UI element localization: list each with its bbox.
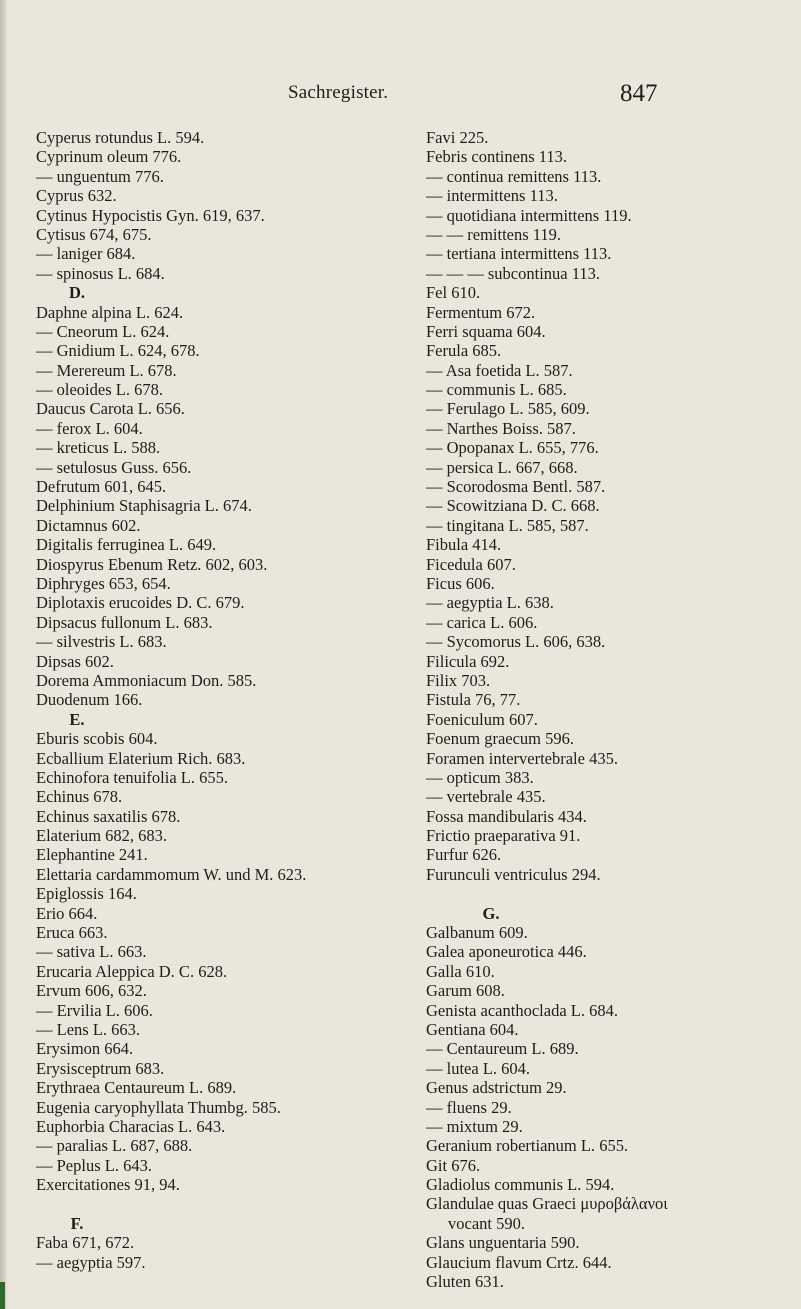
index-entry: Fossa mandibularis 434. [426,806,587,826]
index-entry: — Merereum L. 678. [36,360,177,380]
index-entry: Ecballium Elaterium Rich. 683. [36,748,246,768]
index-entry: Dorema Ammoniacum Don. 585. [36,670,257,690]
index-entry: Exercitationes 91, 94. [36,1175,180,1195]
index-entry: Fermentum 672. [426,302,536,322]
index-entry: Digitalis ferruginea L. 649. [36,535,217,555]
index-entry: — laniger 684. [36,244,136,264]
index-entry: — Ferulago L. 585, 609. [426,399,590,419]
index-entry-continuation: vocant 590. [448,1213,525,1233]
index-entry: Eugenia caryophyllata Thumbg. 585. [36,1097,281,1117]
page-edge-mark [0,1282,5,1309]
index-entry: Genus adstrictum 29. [426,1078,567,1098]
index-entry: Erucaria Aleppica D. C. 628. [36,961,228,981]
index-entry: — intermittens 113. [426,186,558,206]
index-entry: — paralias L. 687, 688. [36,1136,193,1156]
index-entry: Fistula 76, 77. [426,690,521,710]
index-entry: Elephantine 241. [36,845,148,865]
index-entry: Ervum 606, 632. [36,981,147,1001]
section-letter-heading: D. [68,283,86,303]
index-entry: Dictamnus 602. [36,515,141,535]
index-entry: Filicula 692. [426,651,510,671]
index-entry: — Lens L. 663. [36,1019,141,1039]
index-entry: — Scowitziana D. C. 668. [426,496,600,516]
index-entry: — sativa L. 663. [36,942,147,962]
index-entry: Defrutum 601, 645. [36,477,167,497]
index-entry: Elettaria cardammomum W. und M. 623. [36,864,307,884]
index-entry: Glaucium flavum Crtz. 644. [426,1252,612,1272]
index-entry: Diphryges 653, 654. [36,573,171,593]
index-entry: — tingitana L. 585, 587. [426,515,589,535]
index-entry: Daucus Carota L. 656. [36,399,185,419]
index-entry: Diospyrus Ebenum Retz. 602, 603. [36,554,268,574]
index-entry: Glans unguentaria 590. [426,1233,580,1253]
index-entry: Eburis scobis 604. [36,729,158,749]
index-entry: — Cneorum L. 624. [36,321,170,341]
index-entry: — Opopanax L. 655, 776. [426,438,599,458]
index-entry: — vertebrale 435. [426,787,546,807]
index-entry: Cyprinum oleum 776. [36,147,182,167]
index-entry: Favi 225. [426,128,489,147]
index-entry: — ferox L. 604. [36,418,143,438]
index-entry: Febris continens 113. [426,147,567,167]
index-entry: Fibula 414. [426,535,502,555]
index-entry: Furfur 626. [426,845,502,865]
index-entry: Filix 703. [426,670,491,690]
index-entry: Fel 610. [426,283,481,303]
index-entry: Daphne alpina L. 624. [36,302,184,322]
index-entry: — aegyptia L. 638. [426,593,554,613]
index-entry: — setulosus Guss. 656. [36,457,192,477]
index-entry: Ferri squama 604. [426,321,546,341]
index-entry: Geranium robertianum L. 655. [426,1136,629,1156]
index-entry: Faba 671, 672. [36,1233,135,1253]
section-letter-heading: E. [69,709,85,729]
index-entry: Euphorbia Characias L. 643. [36,1116,226,1136]
index-entry: Galla 610. [426,961,495,981]
index-entry: — Asa foetida L. 587. [426,360,573,380]
index-entry: — unguentum 776. [36,166,164,186]
index-entry: — Centaureum L. 689. [426,1039,579,1059]
index-entry: Cyprus 632. [36,186,117,206]
index-entry: Diplotaxis erucoides D. C. 679. [36,593,245,613]
index-entry: — Gnidium L. 624, 678. [36,341,200,361]
section-letter-heading: G. [482,903,500,923]
index-entry: — — remittens 119. [426,224,562,244]
index-entry: — fluens 29. [426,1097,512,1117]
index-entry: Gentiana 604. [426,1019,519,1039]
index-entry: Erythraea Centaureum L. 689. [36,1078,237,1098]
index-entry: Ferula 685. [426,341,502,361]
index-entry: — lutea L. 604. [426,1058,531,1078]
index-entry: — Peplus L. 643. [36,1155,152,1175]
index-entry: Echinofora tenuifolia L. 655. [36,767,228,787]
index-entry: Gladiolus communis L. 594. [426,1175,615,1195]
page-binding-edge [0,0,7,1309]
page-number: 847 [620,80,658,107]
index-entry: Erio 664. [36,903,98,923]
index-entry: — Narthes Boiss. 587. [426,418,576,438]
index-entry: Frictio praeparativa 91. [426,826,581,846]
index-entry: Dipsacus fullonum L. 683. [36,612,213,632]
section-letter-heading: F. [70,1213,84,1233]
index-entry: Delphinium Staphisagria L. 674. [36,496,252,516]
index-entry: Echinus 678. [36,787,123,807]
index-entry: Genista acanthoclada L. 684. [426,1000,618,1020]
index-entry: Gluten 631. [426,1272,504,1292]
index-entry: — aegyptia 597. [36,1252,146,1272]
index-entry: Git 676. [426,1155,481,1175]
index-entry: — carica L. 606. [426,612,538,632]
index-entry: — mixtum 29. [426,1116,523,1136]
index-entry: Ficus 606. [426,573,495,593]
index-entry: Echinus saxatilis 678. [36,806,181,826]
index-entry: — communis L. 685. [426,380,567,400]
index-entry: Cyperus rotundus L. 594. [36,128,205,147]
index-entry: — persica L. 667, 668. [426,457,578,477]
right-index-column [426,128,786,1291]
index-entry: Cytinus Hypocistis Gyn. 619, 637. [36,205,265,225]
index-entry: — Ervilia L. 606. [36,1000,153,1020]
index-entry: Elaterium 682, 683. [36,826,168,846]
running-header-title: Sachregister. [288,82,389,103]
index-entry: Galbanum 609. [426,923,528,943]
section-spacer [426,884,786,903]
index-entry: — opticum 383. [426,767,534,787]
index-entry: Cytisus 674, 675. [36,224,152,244]
index-entry: — Scorodosma Bentl. 587. [426,477,606,497]
index-entry: Glandulae quas Graeci μυροβάλανοι [426,1194,668,1214]
index-entry: — tertiana intermittens 113. [426,244,612,264]
index-entry: Dipsas 602. [36,651,114,671]
index-entry: — silvestris L. 683. [36,632,167,652]
index-entry: Garum 608. [426,981,505,1001]
index-entry: Furunculi ventriculus 294. [426,864,601,884]
index-entry: Galea aponeurotica 446. [426,942,587,962]
index-entry: Epiglossis 164. [36,884,137,904]
index-entry: — oleoides L. 678. [36,380,163,400]
section-spacer [36,1194,406,1213]
index-entry: Erysimon 664. [36,1039,134,1059]
index-entry: — quotidiana intermittens 119. [426,205,632,225]
index-entry: Foramen intervertebrale 435. [426,748,618,768]
index-entry: Erysisceptrum 683. [36,1058,165,1078]
index-entry: — Sycomorus L. 606, 638. [426,632,606,652]
index-entry: Ficedula 607. [426,554,516,574]
index-entry: — kreticus L. 588. [36,438,161,458]
left-index-column [36,128,406,1272]
index-entry: — continua remittens 113. [426,166,602,186]
index-entry: Eruca 663. [36,923,108,943]
index-entry: — spinosus L. 684. [36,263,165,283]
index-entry: Duodenum 166. [36,690,143,710]
index-entry: — — — subcontinua 113. [426,263,600,283]
index-entry: Foeniculum 607. [426,709,538,729]
index-entry: Foenum graecum 596. [426,729,575,749]
